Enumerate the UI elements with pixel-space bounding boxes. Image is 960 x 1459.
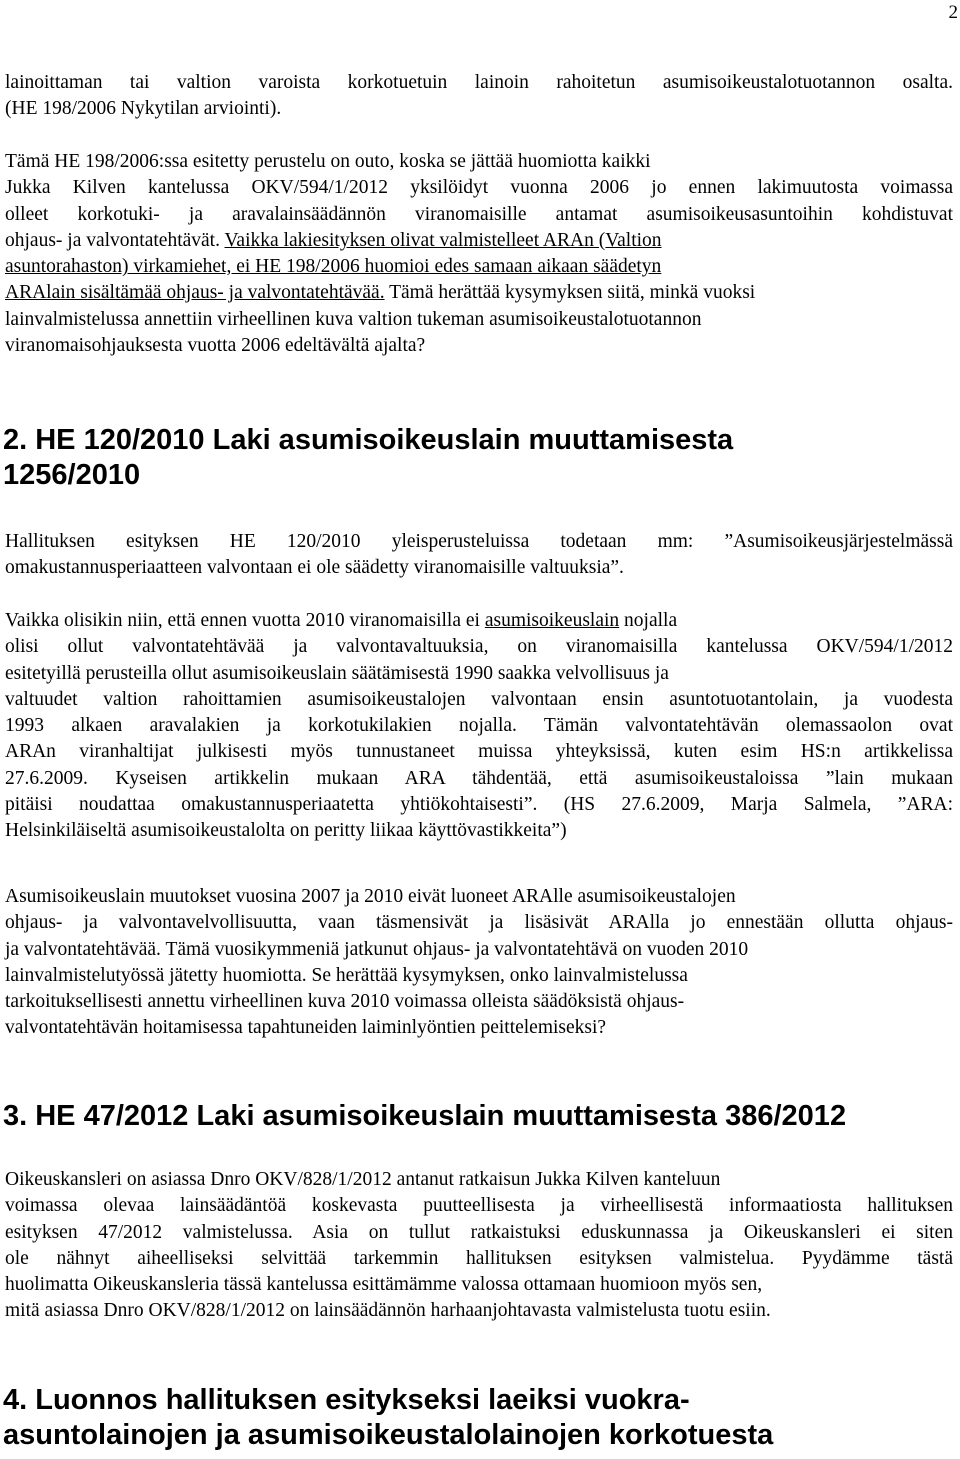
intro-paragraph — [5, 70, 953, 123]
heading-line: 1256/2010 — [3, 459, 141, 491]
section-2-paragraph-3 — [5, 884, 953, 1042]
text-line: lainvalmistelutyössä jätetty huomiotta. Se herättää kysymyksen, onko lainvalmistelussa — [5, 964, 688, 986]
text-line: Tämä HE 198/2006:ssa esitetty perustelu on outo, koska se jättää huomiotta kaikki — [5, 151, 651, 172]
section-3-paragraph — [5, 1167, 953, 1325]
text-line: valvontatehtävän hoitamisessa tapahtuneiden laiminlyöntien peittelemiseksi? — [5, 1017, 607, 1039]
text-line: olisi ollut valvontatehtävää ja valvontavaltuuksia, on viranomaisilla kantelussa OKV/594/1/2012 — [5, 636, 953, 658]
text-segment: ohjaus- ja valvontatehtävät. — [5, 229, 225, 251]
section-3-heading — [3, 1099, 846, 1134]
text-line: ARAn viranhaltijat julkisesti myös tunnustaneet muissa yhteyksissä, kuten esim HS:n artikkelissa — [5, 741, 953, 763]
text-line: pitäisi noudattaa omakustannusperiaatetta yhtiökohtaisesti”. (HS 27.6.2009, Marja Salmela, ”ARA: — [5, 794, 953, 816]
he198-paragraph — [5, 149, 953, 359]
text-line: Asumisoikeuslain muutokset vuosina 2007 ja 2010 eivät luoneet ARAlle asumisoikeustalojen — [5, 886, 736, 907]
underlined-text: Vaikka lakiesityksen olivat valmistelleet ARAn (Valtion — [224, 229, 662, 251]
heading-line: 4. Luonnos hallituksen esitykseksi laeiksi vuokra- — [3, 1384, 690, 1416]
text-line: 1993 alkaen aravalakien ja korkotukilakien nojalla. Tämän valvontatehtävän olemassaolon ovat — [5, 715, 953, 737]
text-line: Helsinkiläiseltä asumisoikeustalolta on peritty liikaa käyttövastikkeita”) — [5, 820, 567, 842]
text-line: ole nähnyt aiheelliseksi selvittää tarkemmin hallituksen esityksen valmistelua. Pyydämme tästä — [5, 1247, 953, 1269]
asumisoikeuslain-link[interactable]: asumisoikeuslain — [484, 610, 620, 631]
heading-line: 2. HE 120/2010 Laki asumisoikeuslain muuttamisesta — [3, 424, 734, 456]
text-line: tarkoituksellisesti annettu virheellinen kuva 2010 voimassa olleista säädöksistä ohjaus- — [5, 991, 685, 1013]
text-line: voimassa olevaa lainsäädäntöä koskevasta puutteellisesta ja virheellisestä informaatiosta hallituksen — [5, 1195, 953, 1217]
heading-line: asuntolainojen ja asumisoikeustalolainojen korkotuesta — [3, 1419, 774, 1451]
section-2-heading — [3, 423, 733, 493]
text-line: esitetyillä perusteilla ollut asumisoikeuslain säätämisestä 1990 saakka velvollisuus ja — [5, 662, 669, 684]
text-line: lainvalmistelussa annettiin virheellinen kuva valtion tukeman asumisoikeustalotuotannon — [5, 308, 702, 330]
section-2-paragraph-2 — [5, 608, 953, 845]
text-line: viranomaisohjauksesta vuotta 2006 edeltävältä ajalta? — [5, 335, 426, 357]
text-line: valtuudet valtion rahoittamien asumisoikeustalojen valvontaan ensin asuntotuotantolain, ja vuodesta — [5, 688, 953, 710]
text-segment: Vaikka olisikin niin, että ennen vuotta 2010 viranomaisilla ei — [5, 610, 485, 631]
section-4-heading — [3, 1383, 773, 1453]
text-line: esityksen 47/2012 valmistelussa. Asia on tullut ratkaistuksi eduskunnassa ja Oikeuskansleri ei siten — [5, 1221, 953, 1243]
text-line: (HE 198/2006 Nykytilan arviointi). — [5, 98, 282, 120]
underlined-text: ARAlain sisältämää ohjaus- ja valvontatehtävää. — [5, 282, 385, 304]
text-line — [5, 228, 953, 254]
text-line: omakustannusperiaatteen valvontaan ei ole säädetty viranomaisille valtuuksia”. — [5, 557, 624, 579]
text-line: Hallituksen esityksen HE 120/2010 yleisperusteluissa todetaan mm: ”Asumisoikeusjärjestelmässä — [5, 531, 953, 552]
text-segment: nojalla — [619, 610, 678, 631]
text-line: ja valvontatehtävää. Tämä vuosikymmeniä jatkunut ohjaus- ja valvontatehtävä on vuoden 2010 — [5, 938, 749, 960]
text-line: Jukka Kilven kantelussa OKV/594/1/2012 yksilöidyt vuonna 2006 jo ennen lakimuutosta voimassa — [5, 177, 953, 199]
text-segment: Tämä herättää kysymyksen siitä, minkä vuoksi — [384, 282, 756, 304]
text-line: olleet korkotuki- ja aravalainsäädännön viranomaisille antamat asumisoikeusasuntoihin kohdistuvat — [5, 203, 953, 225]
heading-line: 3. HE 47/2012 Laki asumisoikeuslain muuttamisesta 386/2012 — [3, 1100, 847, 1132]
section-2-paragraph-1 — [5, 529, 953, 582]
text-line: 27.6.2009. Kyseisen artikkelin mukaan ARA tähdentää, että asumisoikeustaloissa ”lain mukaan — [5, 767, 953, 789]
text-line: huolimatta Oikeuskansleria tässä kantelussa esittämämme valossa ottamaan huomioon myös sen, — [5, 1274, 763, 1296]
underlined-text: asuntorahaston) virkamiehet, ei HE 198/2006 huomioi edes samaan aikaan säädetyn — [5, 256, 662, 278]
text-line — [5, 254, 953, 280]
text-line: Oikeuskansleri on asiassa Dnro OKV/828/1/2012 antanut ratkaisun Jukka Kilven kanteluun — [5, 1169, 721, 1190]
page-number: 2 — [948, 2, 958, 23]
text-line: ohjaus- ja valvontavelvollisuutta, vaan täsmensivät ja lisäsivät ARAlla jo ennestään ollutta ohjaus- — [5, 912, 953, 934]
text-line: mitä asiassa Dnro OKV/828/1/2012 on lainsäädännön harhaanjohtavasta valmistelusta tuotu esiin. — [5, 1300, 771, 1322]
text-line — [5, 280, 953, 306]
text-line — [5, 608, 953, 634]
text-line: lainoittaman tai valtion varoista korkotuetuin lainoin rahoitetun asumisoikeustalotuotannon osalta. — [5, 72, 953, 93]
